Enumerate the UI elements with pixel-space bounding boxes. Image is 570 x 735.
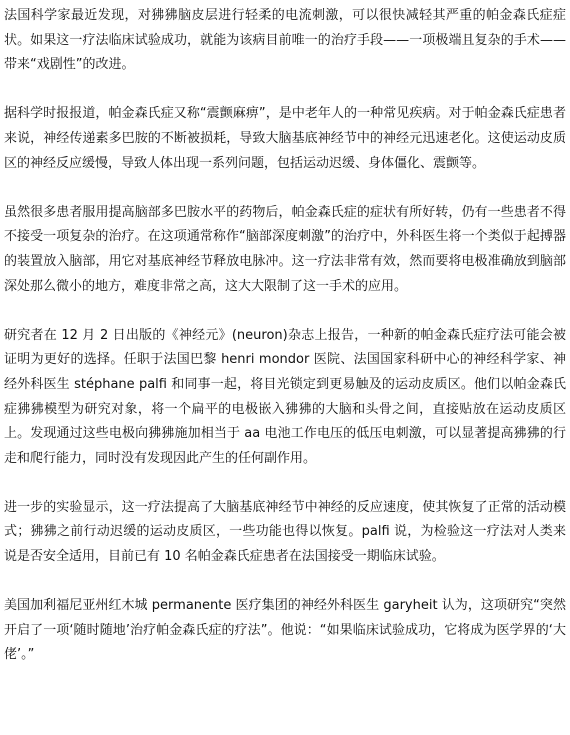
article-paragraph-3: 虽然很多患者服用提高脑部多巴胺水平的药物后，帕金森氏症的症状有所好转，仍有一些患者不得不接受一项复杂的治疗。在这项通常称作“脑部深度刺激”的治疗中，外科医生将一个类似于起搏器的装置放入脑部，用它对基底神经节释放电脉冲。这一疗法非常有效，然而要将电极准确放到脑部深处那么微小的地方，难度非常之高，这大大限制了这一手术的应用。 [4,204,566,294]
article-paragraph-5: 进一步的实验显示，这一疗法提高了大脑基底神经节中神经的反应速度，使其恢复了正常的活动模式；狒狒之前行动迟缓的运动皮质区，一些功能也得以恢复。palfi 说，为检验这一疗法对人类来说是否安全适用，目前已有 10 名帕金森氏症患者在法国接受一期临床试验。 [4,499,566,565]
article-paragraph-1: 法国科学家最近发现，对狒狒脑皮层进行轻柔的电流刺激，可以很快减轻其严重的帕金森氏症症状。如果这一疗法临床试验成功，就能为该病目前唯一的治疗手段——一项极端且复杂的手术——带来“戏剧性”的改进。 [4,8,566,73]
article-paragraph-6: 美国加利福尼亚州红木城 permanente 医疗集团的神经外科医生 garyheit 认为，这项研究“突然开启了一项‘随时随地’治疗帕金森氏症的疗法”。他说：“如果临床试验成功，它将成为医学界的‘大佬’。” [4,598,566,663]
article-body [4,4,566,668]
article-paragraph-2: 据科学时报报道，帕金森氏症又称“震颤麻痹”，是中老年人的一种常见疾病。对于帕金森氏症患者来说，神经传递素多巴胺的不断被损耗，导致大脑基底神经节中的神经元迅速老化。这使运动皮质区的神经反应缓慢，导致人体出现一系列问题，包括运动迟缓、身体僵化、震颤等。 [4,106,566,171]
article-paragraph-4: 研究者在 12 月 2 日出版的《神经元》(neuron)杂志上报告，一种新的帕金森氏症疗法可能会被证明为更好的选择。任职于法国巴黎 henri mondor 医院、法国国家科研中心的神经科学家、神经外科医生 stéphane palfi 和同事一起，将目光锁定到更易触及的运动皮质区。他们以帕金森氏症狒狒模型为研究对象，将一个扁平的电极嵌入狒狒的大脑和头骨之间，直接贴放在运动皮质区上。发现通过这些电极向狒狒施加相当于 aa 电池工作电压的低压电刺激，可以显著提高狒狒的行走和爬行能力，同时没有发现因此产生的任何副作用。 [4,327,566,466]
